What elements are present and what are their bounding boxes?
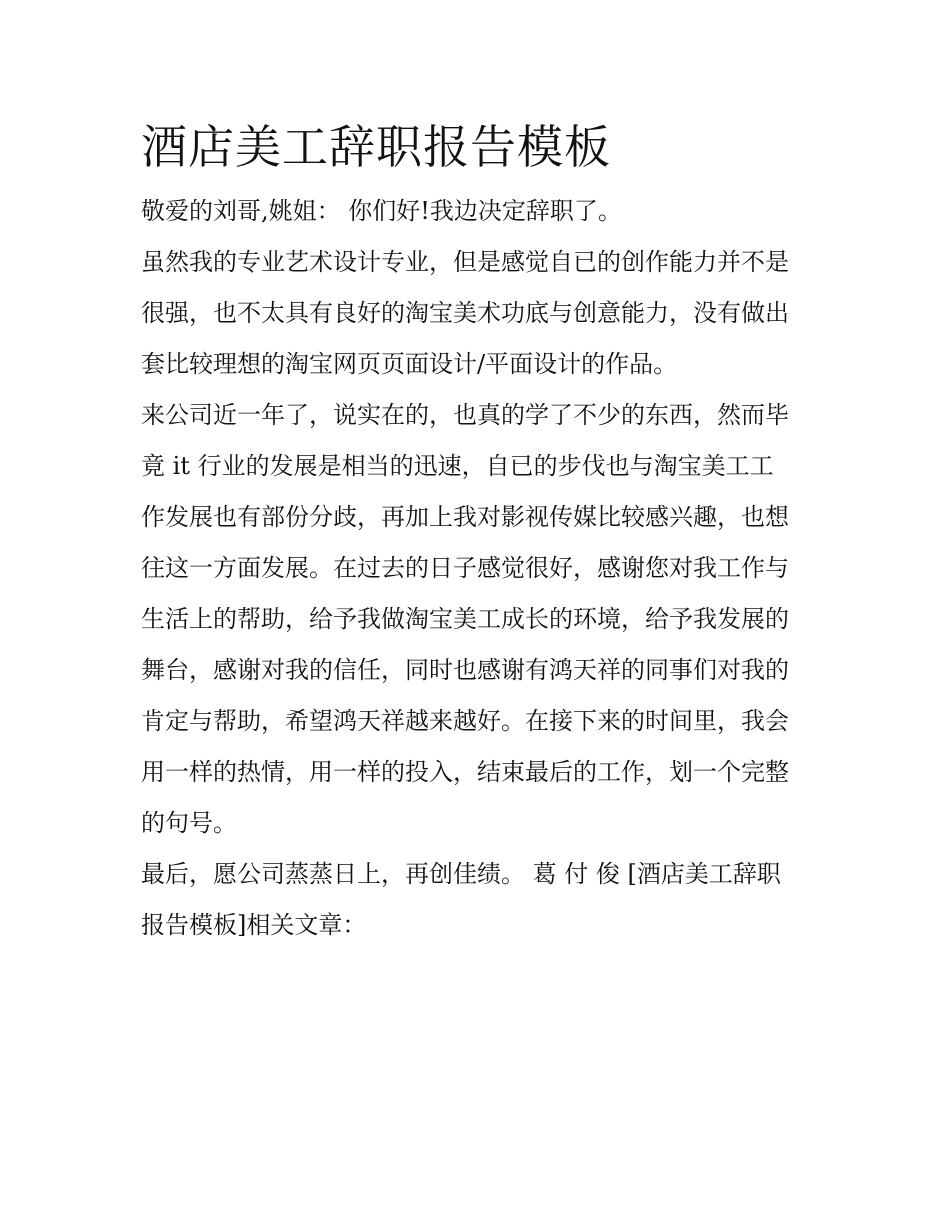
text-line: 生活上的帮助，给予我做淘宝美工成长的环境，给予我发展的 <box>141 605 789 633</box>
text-line: 肯定与帮助，希望鸿天祥越来越好。在接下来的时间里，我会 <box>141 707 789 735</box>
document-body <box>141 112 813 951</box>
text-line: 很强，也不太具有良好的淘宝美术功底与创意能力，没有做出 <box>141 299 789 327</box>
text-line: 竟 it 行业的发展是相当的迅速，自已的步伐也与淘宝美工工 <box>141 452 774 480</box>
text-line: 最后，愿公司蒸蒸日上，再创佳绩。 葛 付 俊 [酒店美工辞职 <box>141 860 781 888</box>
text-line: 作发展也有部份分歧，再加上我对影视传媒比较感兴趣，也想 <box>141 503 789 531</box>
text-line: 的句号。 <box>141 809 237 837</box>
text-line: 用一样的热情，用一样的投入，结束最后的工作，划一个完整 <box>141 758 789 786</box>
text-line: 来公司近一年了，说实在的，也真的学了不少的东西，然而毕 <box>141 401 789 429</box>
text-line: 套比较理想的淘宝网页页面设计/平面设计的作品。 <box>141 350 678 378</box>
text-line: 舞台，感谢对我的信任，同时也感谢有鸿天祥的同事们对我的 <box>141 656 789 684</box>
text-line: 报告模板]相关文章： <box>141 911 367 939</box>
text-line: 敬爱的刘哥,姚姐： 你们好!我边决定辞职了。 <box>141 197 622 225</box>
text-line: 虽然我的专业艺术设计专业，但是感觉自已的创作能力并不是 <box>141 248 789 276</box>
text-line: 往这一方面发展。在过去的日子感觉很好，感谢您对我工作与 <box>141 554 789 582</box>
document-title: 酒店美工辞职报告模板 <box>141 120 611 174</box>
